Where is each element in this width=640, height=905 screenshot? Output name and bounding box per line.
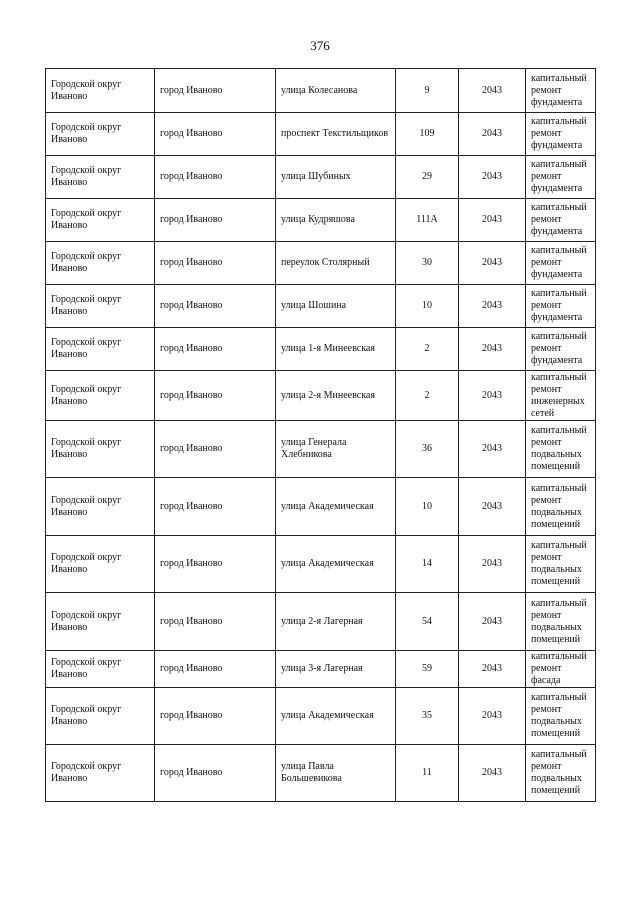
table-row: [46, 285, 596, 328]
city-cell: город Иваново: [155, 113, 276, 156]
district-cell: Городской округ Иваново: [46, 688, 155, 745]
house-number-cell: 109: [396, 113, 459, 156]
house-number-cell: 2: [396, 328, 459, 371]
district-cell: Городской округ Иваново: [46, 745, 155, 802]
work-type-cell: капитальный ремонт фундамента: [526, 156, 596, 199]
street-cell: улица Кудряшова: [276, 199, 396, 242]
year-cell: 2043: [459, 242, 526, 285]
city-cell: город Иваново: [155, 536, 276, 593]
city-cell: город Иваново: [155, 371, 276, 421]
district-cell: Городской округ Иваново: [46, 536, 155, 593]
work-type-cell: капитальный ремонт подвальных помещений: [526, 593, 596, 651]
district-cell: Городской округ Иваново: [46, 478, 155, 536]
table-row: [46, 593, 596, 651]
city-cell: город Иваново: [155, 285, 276, 328]
street-cell: улица Павла Большевикова: [276, 745, 396, 802]
work-type-cell: капитальный ремонт фундамента: [526, 199, 596, 242]
year-cell: 2043: [459, 285, 526, 328]
year-cell: 2043: [459, 688, 526, 745]
city-cell: город Иваново: [155, 745, 276, 802]
district-cell: Городской округ Иваново: [46, 651, 155, 688]
house-number-cell: 36: [396, 421, 459, 478]
house-number-cell: 54: [396, 593, 459, 651]
repair-schedule-table: [45, 68, 596, 802]
work-type-cell: капитальный ремонт подвальных помещений: [526, 688, 596, 745]
table-row: [46, 478, 596, 536]
year-cell: 2043: [459, 593, 526, 651]
table-row: [46, 651, 596, 688]
city-cell: город Иваново: [155, 242, 276, 285]
city-cell: город Иваново: [155, 328, 276, 371]
district-cell: Городской округ Иваново: [46, 69, 155, 113]
house-number-cell: 11: [396, 745, 459, 802]
table-row: [46, 69, 596, 113]
table-row: [46, 371, 596, 421]
work-type-cell: капитальный ремонт инженерных сетей: [526, 371, 596, 421]
street-cell: улица Академическая: [276, 536, 396, 593]
house-number-cell: 9: [396, 69, 459, 113]
house-number-cell: 30: [396, 242, 459, 285]
house-number-cell: 29: [396, 156, 459, 199]
street-cell: улица Академическая: [276, 478, 396, 536]
table-row: [46, 199, 596, 242]
district-cell: Городской округ Иваново: [46, 421, 155, 478]
city-cell: город Иваново: [155, 593, 276, 651]
house-number-cell: 10: [396, 285, 459, 328]
table-row: [46, 242, 596, 285]
work-type-cell: капитальный ремонт фундамента: [526, 328, 596, 371]
district-cell: Городской округ Иваново: [46, 371, 155, 421]
street-cell: улица 3-я Лагерная: [276, 651, 396, 688]
street-cell: улица 2-я Минеевская: [276, 371, 396, 421]
house-number-cell: 2: [396, 371, 459, 421]
street-cell: улица 2-я Лагерная: [276, 593, 396, 651]
district-cell: Городской округ Иваново: [46, 242, 155, 285]
table-row: [46, 536, 596, 593]
house-number-cell: 59: [396, 651, 459, 688]
table-row: [46, 156, 596, 199]
city-cell: город Иваново: [155, 156, 276, 199]
street-cell: улица Шошина: [276, 285, 396, 328]
year-cell: 2043: [459, 371, 526, 421]
table-row: [46, 113, 596, 156]
work-type-cell: капитальный ремонт подвальных помещений: [526, 478, 596, 536]
street-cell: улица Колесанова: [276, 69, 396, 113]
year-cell: 2043: [459, 651, 526, 688]
street-cell: улица 1-я Минеевская: [276, 328, 396, 371]
year-cell: 2043: [459, 478, 526, 536]
district-cell: Городской округ Иваново: [46, 328, 155, 371]
year-cell: 2043: [459, 113, 526, 156]
work-type-cell: капитальный ремонт фундамента: [526, 242, 596, 285]
city-cell: город Иваново: [155, 651, 276, 688]
house-number-cell: 111А: [396, 199, 459, 242]
table-row: [46, 688, 596, 745]
work-type-cell: капитальный ремонт подвальных помещений: [526, 536, 596, 593]
house-number-cell: 14: [396, 536, 459, 593]
district-cell: Городской округ Иваново: [46, 113, 155, 156]
district-cell: Городской округ Иваново: [46, 593, 155, 651]
work-type-cell: капитальный ремонт фундамента: [526, 69, 596, 113]
year-cell: 2043: [459, 536, 526, 593]
table-row: [46, 421, 596, 478]
district-cell: Городской округ Иваново: [46, 199, 155, 242]
page-number: 376: [310, 38, 330, 53]
year-cell: 2043: [459, 156, 526, 199]
street-cell: переулок Столярный: [276, 242, 396, 285]
work-type-cell: капитальный ремонт фасада: [526, 651, 596, 688]
city-cell: город Иваново: [155, 199, 276, 242]
year-cell: 2043: [459, 199, 526, 242]
year-cell: 2043: [459, 421, 526, 478]
table-row: [46, 328, 596, 371]
table-row: [46, 745, 596, 802]
work-type-cell: капитальный ремонт подвальных помещений: [526, 745, 596, 802]
city-cell: город Иваново: [155, 688, 276, 745]
year-cell: 2043: [459, 745, 526, 802]
year-cell: 2043: [459, 69, 526, 113]
house-number-cell: 10: [396, 478, 459, 536]
work-type-cell: капитальный ремонт подвальных помещений: [526, 421, 596, 478]
city-cell: город Иваново: [155, 69, 276, 113]
year-cell: 2043: [459, 328, 526, 371]
city-cell: город Иваново: [155, 478, 276, 536]
district-cell: Городской округ Иваново: [46, 285, 155, 328]
work-type-cell: капитальный ремонт фундамента: [526, 285, 596, 328]
work-type-cell: капитальный ремонт фундамента: [526, 113, 596, 156]
city-cell: город Иваново: [155, 421, 276, 478]
district-cell: Городской округ Иваново: [46, 156, 155, 199]
house-number-cell: 35: [396, 688, 459, 745]
street-cell: проспект Текстильщиков: [276, 113, 396, 156]
street-cell: улица Шубиных: [276, 156, 396, 199]
street-cell: улица Генерала Хлебникова: [276, 421, 396, 478]
street-cell: улица Академическая: [276, 688, 396, 745]
